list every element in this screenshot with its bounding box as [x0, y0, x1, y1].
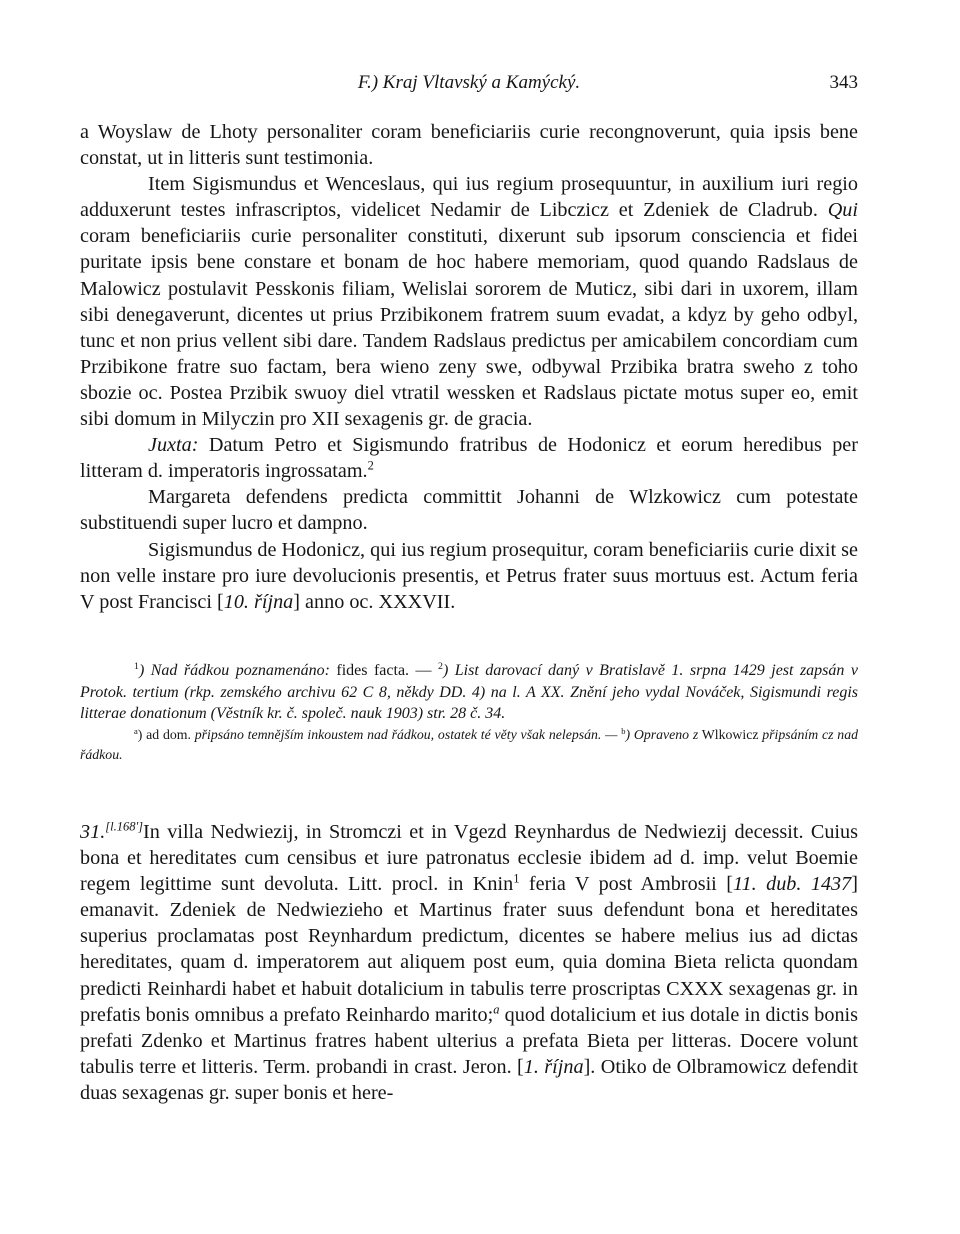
paragraph-5: Sigismundus de Hodonicz, qui ius regium prosequitur, coram beneficiariis curie dixit se non velle instare pro iure devolucionis presentis, et Petrus frater suus mortuus est. Actum feria V post Francisci [10. října] anno oc. XXXVII. — [80, 538, 858, 613]
main-text — [80, 119, 858, 615]
footnote-1-2: $^1$) Nad řádkou poznamenáno: fides facta. — $^2$) List darovací daný v Bratislavě 1. srpna 1429 jest zapsán v Protok. tertium (rkp. zemského archivu 62 C 8, někdy DD. 4) na l. A XX. Znění jeho vydal Nováček, Sigismundi regis litterae donationum (Věstník kr. č. společ. nauk 1903) str. 28 č. 34. — [80, 661, 858, 723]
entry-31 — [80, 819, 858, 1106]
folio-ref: [l.168'] — [105, 819, 144, 834]
paragraph-4: Margareta defendens predicta committit Johanni de Wlzkowicz cum potestate substituendi super lucro et dampno. — [80, 486, 858, 535]
paragraph-3: Juxta: Datum Petro et Sigismundo fratribus de Hodonicz et eorum heredibus per litteram d. imperatoris ingrossatam.$^2$ — [80, 434, 858, 483]
date-ref: 10. října — [223, 590, 294, 613]
footnote-a-b: $^a$) ad dom. připsáno temnějším inkoustem nad řádkou, ostatek té věty však nelepsán. — $^b$) Opraveno z Wlkowicz připsáním cz nad řádkou. — [80, 725, 858, 763]
paragraph-1: a Woyslaw de Lhoty personaliter coram beneficiariis curie recongnoverunt, quia ipsis bene constat, ut in litteris sunt testimonia. — [80, 121, 858, 170]
running-title: F.) Kraj Vltavský a Kamýcký. — [357, 72, 581, 93]
entry-number: 31. — [80, 821, 106, 843]
page-header — [80, 72, 858, 102]
page-number: 343 — [829, 72, 858, 93]
footnotes — [80, 660, 858, 765]
emphasis-qui: Qui — [827, 199, 858, 222]
footnote-ref: 2 — [367, 458, 374, 473]
paragraph-2: Item Sigismundus et Wenceslaus, qui ius regium prosequuntur, in auxilium iuri regio adduxerunt testes infrascriptos, videlicet Nedamir de Libczicz et Zdeniek de Cladrub. Qui coram beneficiariis curie personaliter constituti, dixerunt sub ipsorum consciencia et fidei puritate ipsis bene constare et bonam de hoc habere memoriam, quod quando Radslaus de Malowicz postulavit Pesskonis filiam, Welislai sororem de Muticz, sibi dari in uxorem, illam sibi denegaverunt, dicentes ut prius Przibikonem fratrem suum evadat, a kdyz by geho odbyl, tunc et non prius vellent sibi dare. Tandem Radslaus predictus per amicabilem concordiam cum Przibikone fratre suo factam, bera wieno zeny swe, odbywal Przibika bratra sweho z toho sbozie oc. Postea Przibik swuoy diel vtratil wessken et Radslaus pictate motus super eo, emit sibi domum in Milyczin pro XII sexagenis gr. de gracia. — [80, 173, 858, 431]
entry-paragraph: 31.[l.168']In villa Nedwiezij, in Stromczi et in Vgezd Reynhardus de Nedwiezij decessit. Cuius bona et hereditates cum censibus et iure patronatus ecclesie ibidem ad d. imp. velut Boemie regem legittime sunt devoluta. Litt. procl. in Knin$^1$ feria V post Ambrosii [11. dub. 1437] emanavit. Zdeniek de Nedwiezieho et Martinus frater suus defendunt bona et hereditates superius proclamatas post Reynhardum predictum, dicentes se habere melius ius ad dictas hereditates, quam d. imperatorem aut aliquem post eum, quia domina Bieta relicta quondam predicti Reinhardi habet et habuit dotalicium in tabulis terre proscriptas CXXX sexagenas gr. in prefatis bonis omnibus a prefato Reinhardo marito;$^a$ quod dotalicium et ius dotale in dictis bonis prefati Zdenko et Martinus fratres habent ulterius a prefata Bieta per litteras. Docere volunt tabulis terre et litteris. Term. probandi in crast. Jeron. [1. října]. Otiko de Olbramowicz defendit duas sexagenas gr. super bonis et here- — [80, 819, 858, 1104]
label-juxta: Juxta: — [148, 434, 199, 457]
